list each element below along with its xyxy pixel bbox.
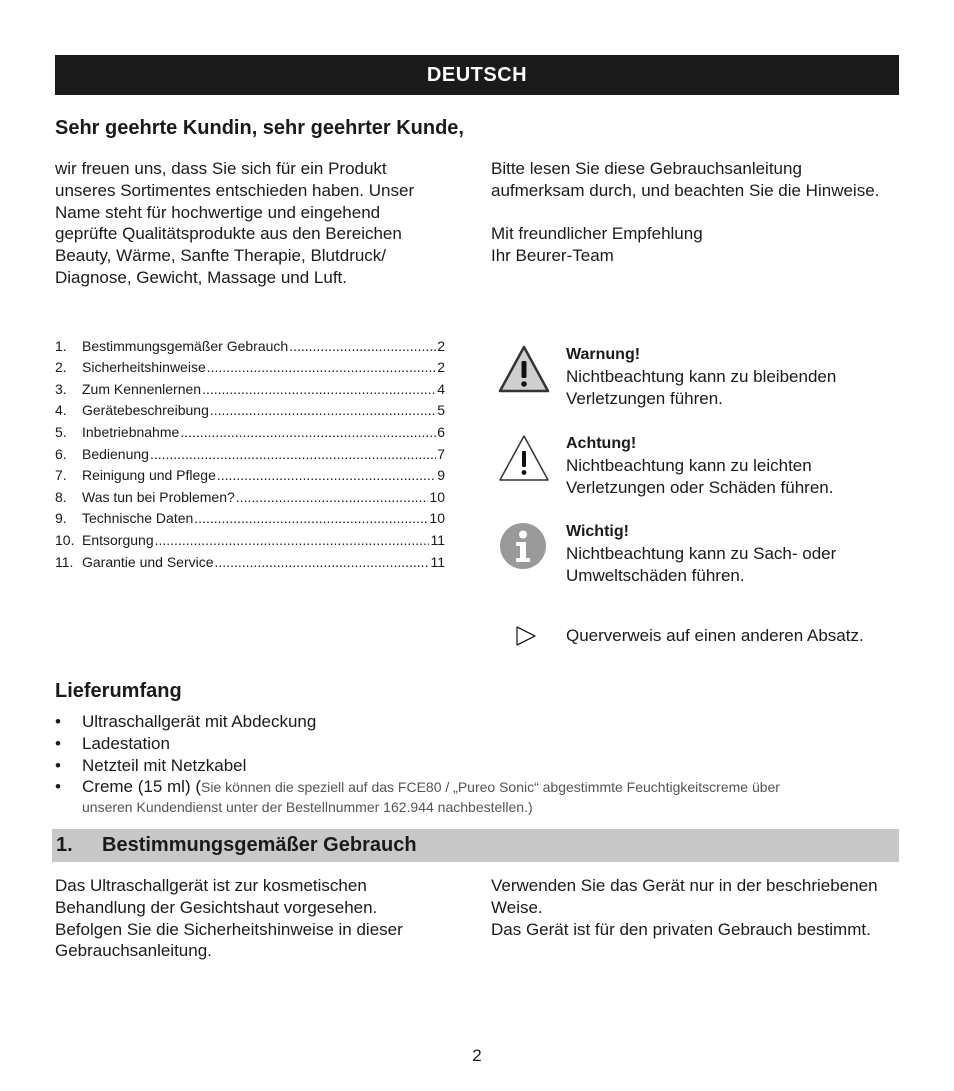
toc-title: Garantie und Service [82, 553, 214, 570]
toc-page: 5 [437, 402, 445, 419]
toc-leader [207, 359, 436, 375]
toc-page: 9 [437, 467, 445, 484]
toc-number: 4. [55, 402, 67, 419]
toc-leader [236, 489, 429, 505]
toc-entry[interactable] [55, 440, 445, 462]
page-number: 2 [472, 1046, 482, 1065]
intro-line: wir freuen uns, dass Sie sich für ein Produkt [55, 159, 387, 178]
toc-number: 10. [55, 531, 75, 548]
section-number: 1. [56, 834, 73, 856]
toc-entry[interactable] [55, 397, 445, 419]
greeting-heading: Sehr geehrte Kundin, sehr geehrter Kunde, [55, 117, 464, 139]
list-item [55, 711, 905, 733]
toc-entry[interactable] [55, 526, 445, 548]
toc-number: 6. [55, 445, 67, 462]
toc-number: 3. [55, 380, 67, 397]
intro-line: Name steht für hochwertige und eingehend [55, 202, 381, 222]
intro-spacer [491, 202, 901, 224]
toc-page: 11 [430, 531, 445, 548]
toc-leader [217, 467, 436, 483]
toc-number: 9. [55, 510, 67, 527]
section-line: Verwenden Sie das Gerät nur in der beschriebenen [491, 876, 878, 895]
list-item-text: Ladestation [82, 733, 170, 753]
toc-title: Sicherheitshinweise [82, 359, 206, 376]
toc-entry[interactable] [55, 354, 445, 376]
toc-title: Inbetriebnahme [82, 423, 180, 440]
toc-page: 11 [430, 553, 445, 570]
toc-title: Reinigung und Pflege [82, 467, 216, 484]
notice-line: Nichtbeachtung kann zu bleibenden [566, 366, 837, 386]
list-item-text: Ultraschallgerät mit Abdeckung [82, 712, 317, 731]
toc-leader [150, 446, 436, 462]
intro-left-column [55, 158, 435, 289]
toc-leader [289, 338, 436, 354]
toc-entry[interactable] [55, 332, 445, 354]
notice-line: Nichtbeachtung kann zu leichten [566, 455, 812, 475]
toc-leader [210, 402, 436, 418]
intro-line: unseres Sortimentes entschieden haben. Unser [55, 180, 415, 200]
notice-line: Verletzungen oder Schäden führen. [566, 477, 834, 497]
toc-number: 7. [55, 467, 67, 484]
notice-line: Nichtbeachtung kann zu Sach- oder [566, 543, 837, 563]
language-header [55, 55, 899, 95]
intro-line: Diagnose, Gewicht, Massage und Luft. [55, 267, 347, 287]
toc-page: 10 [429, 510, 445, 527]
intro-line: aufmerksam durch, und beachten Sie die Hinweise. [491, 180, 880, 200]
section-heading-bar [52, 829, 899, 862]
toc-title: Was tun bei Problemen? [82, 488, 235, 505]
toc-title: Bedienung [82, 445, 149, 462]
toc-page: 10 [429, 488, 445, 505]
intro-line: Beauty, Wärme, Sanfte Therapie, Blutdruck/ [55, 246, 387, 266]
list-item-text: Creme (15 ml) ( [82, 777, 202, 797]
toc-entry[interactable] [55, 462, 445, 484]
notice-line: Querverweis auf einen anderen Absatz. [566, 626, 864, 645]
section-line: Gebrauchsanleitung. [55, 941, 212, 961]
toc-number: 8. [55, 488, 67, 505]
toc-number: 2. [55, 359, 67, 376]
toc-title: Entsorgung [82, 531, 154, 548]
list-item [55, 733, 905, 755]
notice-title: Warnung! [566, 346, 641, 363]
section-line: Weise. [491, 897, 543, 917]
intro-line: Bitte lesen Sie diese Gebrauchsanleitung [491, 159, 802, 178]
list-item-text: Netzteil mit Netzkabel [82, 755, 247, 775]
toc-title: Technische Daten [82, 510, 194, 527]
section-line: Behandlung der Gesichtshaut vorgesehen. [55, 897, 378, 917]
table-of-contents [55, 332, 445, 570]
intro-line: geprüfte Qualitätsprodukte aus den Bereichen [55, 224, 402, 244]
toc-page: 2 [437, 337, 445, 354]
toc-leader [194, 510, 428, 526]
notice-title: Wichtig! [566, 523, 629, 540]
toc-entry[interactable] [55, 548, 445, 570]
toc-number: 1. [55, 337, 67, 354]
toc-entry[interactable] [55, 483, 445, 505]
notice-warnung [566, 344, 906, 409]
bullet: • [55, 712, 61, 731]
toc-leader [202, 381, 436, 397]
arrow-right-outline-icon [515, 625, 537, 647]
toc-page: 6 [437, 423, 445, 440]
toc-title: Bestimmungsgemäßer Gebrauch [82, 337, 289, 354]
list-item [55, 776, 905, 817]
toc-title: Gerätebeschreibung [82, 402, 209, 419]
section-line: Das Ultraschallgerät ist zur kosmetischen [55, 876, 367, 895]
toc-entry[interactable] [55, 505, 445, 527]
section-line: Befolgen Sie die Sicherheitshinweise in dieser [55, 919, 403, 939]
language-label: DEUTSCH [426, 63, 528, 86]
intro-line: Ihr Beurer-Team [491, 246, 614, 266]
notice-wichtig [566, 521, 906, 586]
info-circle-icon [499, 522, 547, 570]
section1-right-column [491, 875, 911, 940]
notice-querverweis [566, 625, 906, 647]
toc-entry[interactable] [55, 418, 445, 440]
bullet: • [55, 755, 61, 775]
creme-note: unseren Kundendienst unter der Bestellnummer 162.944 nachbestellen.) [82, 799, 533, 816]
bullet: • [55, 733, 61, 753]
lieferumfang-list [55, 711, 905, 817]
notice-line: Verletzungen führen. [566, 388, 723, 408]
notice-line: Umweltschäden führen. [566, 565, 745, 585]
toc-number: 11. [55, 553, 74, 570]
list-item [55, 755, 905, 777]
notice-achtung [566, 433, 906, 498]
lieferumfang-heading: Lieferumfang [55, 680, 182, 702]
section-line: Das Gerät ist für den privaten Gebrauch bestimmt. [491, 919, 871, 939]
toc-page: 7 [437, 445, 445, 462]
creme-note: Sie können die speziell auf das FCE80 / „Pureo Sonic“ abgestimmte Feuchtigkeitscreme über [201, 779, 780, 796]
bullet: • [55, 777, 61, 797]
toc-title: Zum Kennenlernen [82, 380, 202, 397]
intro-line: Mit freundlicher Empfehlung [491, 224, 703, 244]
warning-triangle-filled-icon [498, 345, 550, 393]
toc-page: 4 [437, 380, 445, 397]
toc-leader [155, 532, 430, 548]
toc-leader [180, 424, 436, 440]
toc-page: 2 [437, 359, 445, 376]
section-title: Bestimmungsgemäßer Gebrauch [102, 834, 417, 856]
toc-number: 5. [55, 423, 67, 440]
section1-left-column [55, 875, 475, 962]
intro-right-column [491, 158, 901, 267]
warning-triangle-outline-icon [498, 434, 550, 482]
toc-entry[interactable] [55, 375, 445, 397]
notice-title: Achtung! [566, 435, 637, 452]
toc-leader [215, 554, 430, 570]
